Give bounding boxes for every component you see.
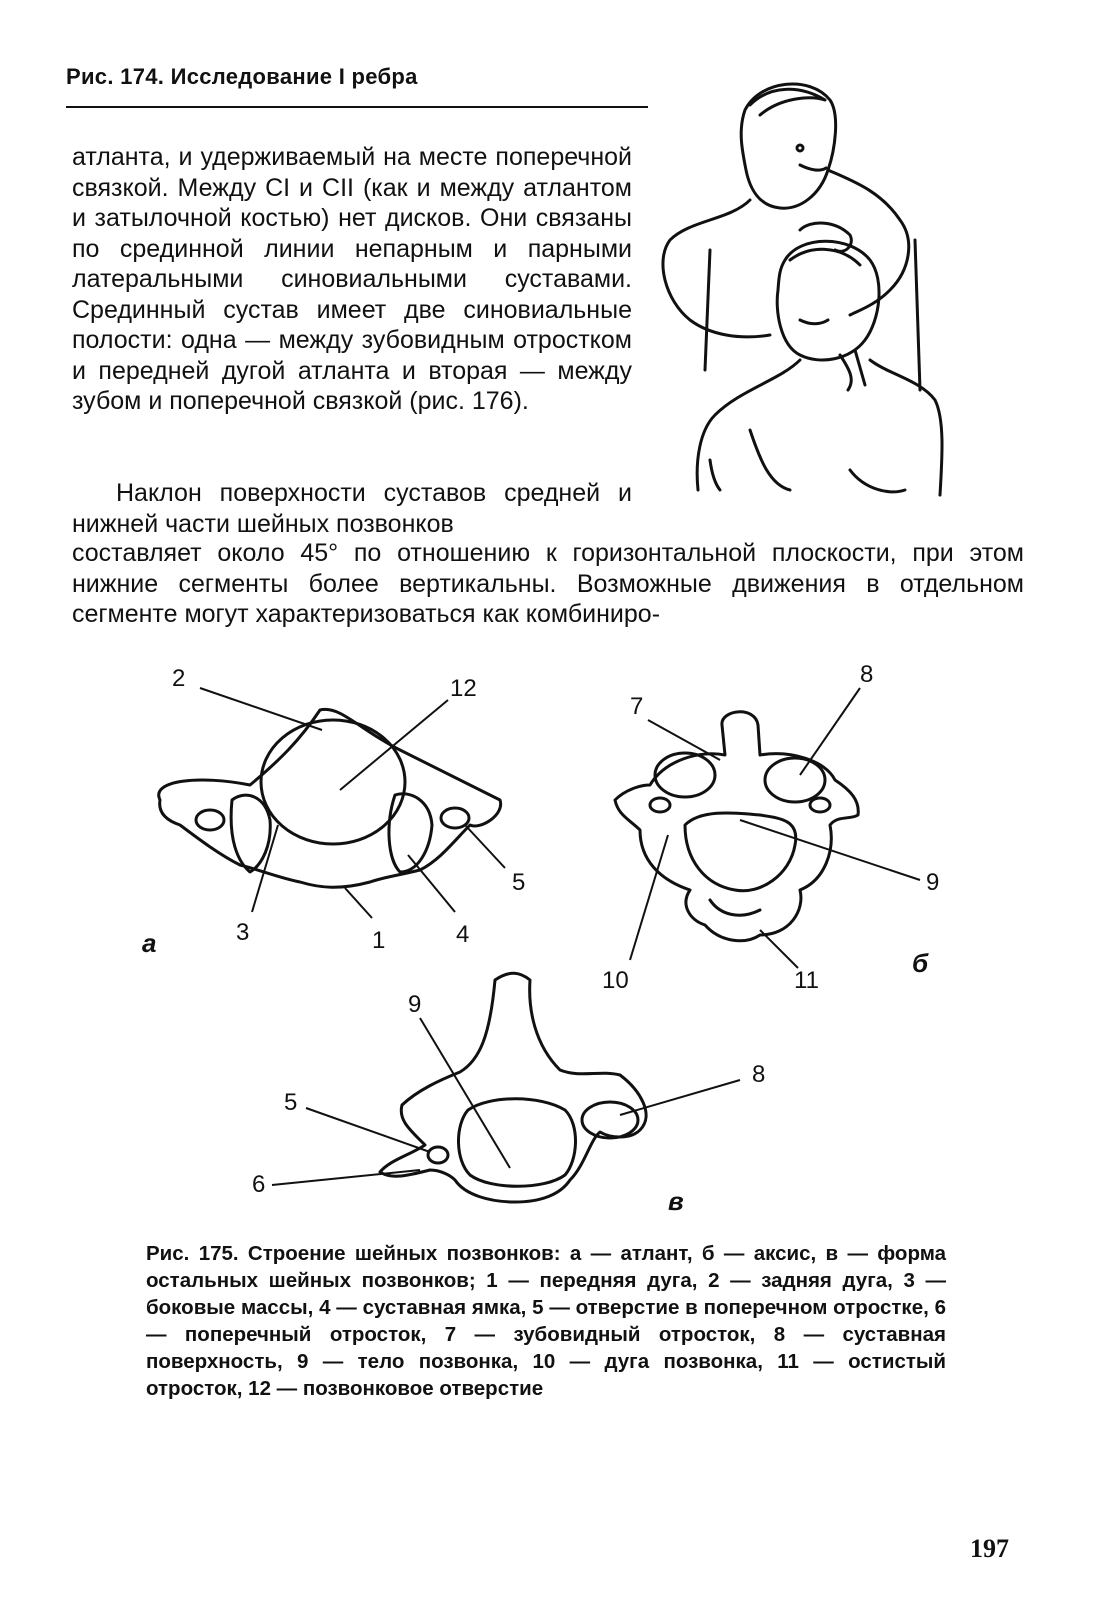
label-a-12: 12 xyxy=(450,675,477,702)
label-b-8: 8 xyxy=(860,661,874,688)
label-a-3: 3 xyxy=(236,919,250,946)
label-b-7: 7 xyxy=(630,693,644,720)
letter-b: б xyxy=(912,948,929,978)
page-number: 197 xyxy=(970,1534,1009,1563)
label-v-9: 9 xyxy=(408,991,422,1018)
atlas-drawing xyxy=(159,709,501,887)
cervical-vertebrae-diagram xyxy=(0,650,1106,1240)
typical-vertebra-leaders xyxy=(272,1018,740,1185)
label-v-5: 5 xyxy=(284,1089,298,1116)
letter-v: в xyxy=(668,1186,684,1216)
label-a-5: 5 xyxy=(512,869,526,896)
label-a-4: 4 xyxy=(456,921,470,948)
figure-174-caption: Рис. 174. Исследование I ребра xyxy=(66,64,418,89)
header-rule xyxy=(66,106,648,108)
label-v-6: 6 xyxy=(252,1171,266,1198)
letter-a: а xyxy=(142,928,157,958)
label-b-9: 9 xyxy=(926,869,940,896)
first-rib-examination-illustration xyxy=(650,70,950,510)
paragraph-3: составляет около 45° по отношению к горизонтальной плоскости, при этом нижние сегменты более вертикальны. Возможные движения в отдельном сегменте могут характеризоваться как комбиниро- xyxy=(72,539,1024,628)
label-b-11: 11 xyxy=(794,967,819,994)
axis-leaders xyxy=(630,688,920,968)
axis-drawing xyxy=(615,712,858,941)
label-a-1: 1 xyxy=(372,927,386,954)
paragraph-2: Наклон поверхности суставов средней и нижней части шейных позвонков xyxy=(72,479,632,538)
label-a-2: 2 xyxy=(172,665,186,692)
paragraph-1: атланта, и удерживаемый на месте поперечной связкой. Между CI и CII (как и между атлантом и затылочной костью) нет дисков. Они связаны по срединной линии непарным и парными латеральными синовиальными суставами. Срединный сустав имеет две синовиальные полости: одна — между зубовидным отростком и передней дугой атланта и вторая — между зубом и поперечной связкой (рис. 176). xyxy=(72,143,632,415)
label-b-10: 10 xyxy=(602,967,629,994)
label-v-8: 8 xyxy=(752,1061,766,1088)
figure-175-caption: Рис. 175. Строение шейных позвонков: а — атлант, б — аксис, в — форма остальных шейных позвонков; 1 — передняя дуга, 2 — задняя дуга, 3 — боковые массы, 4 — суставная ямка, 5 — отверстие в поперечном отростке, 6 — поперечный отросток, 7 — зубовидный отросток, 8 — суставная поверхность, 9 — тело позвонка, 10 — дуга позвонка, 11 — остистый отросток, 12 — позвонковое отверстие xyxy=(146,1242,946,1400)
